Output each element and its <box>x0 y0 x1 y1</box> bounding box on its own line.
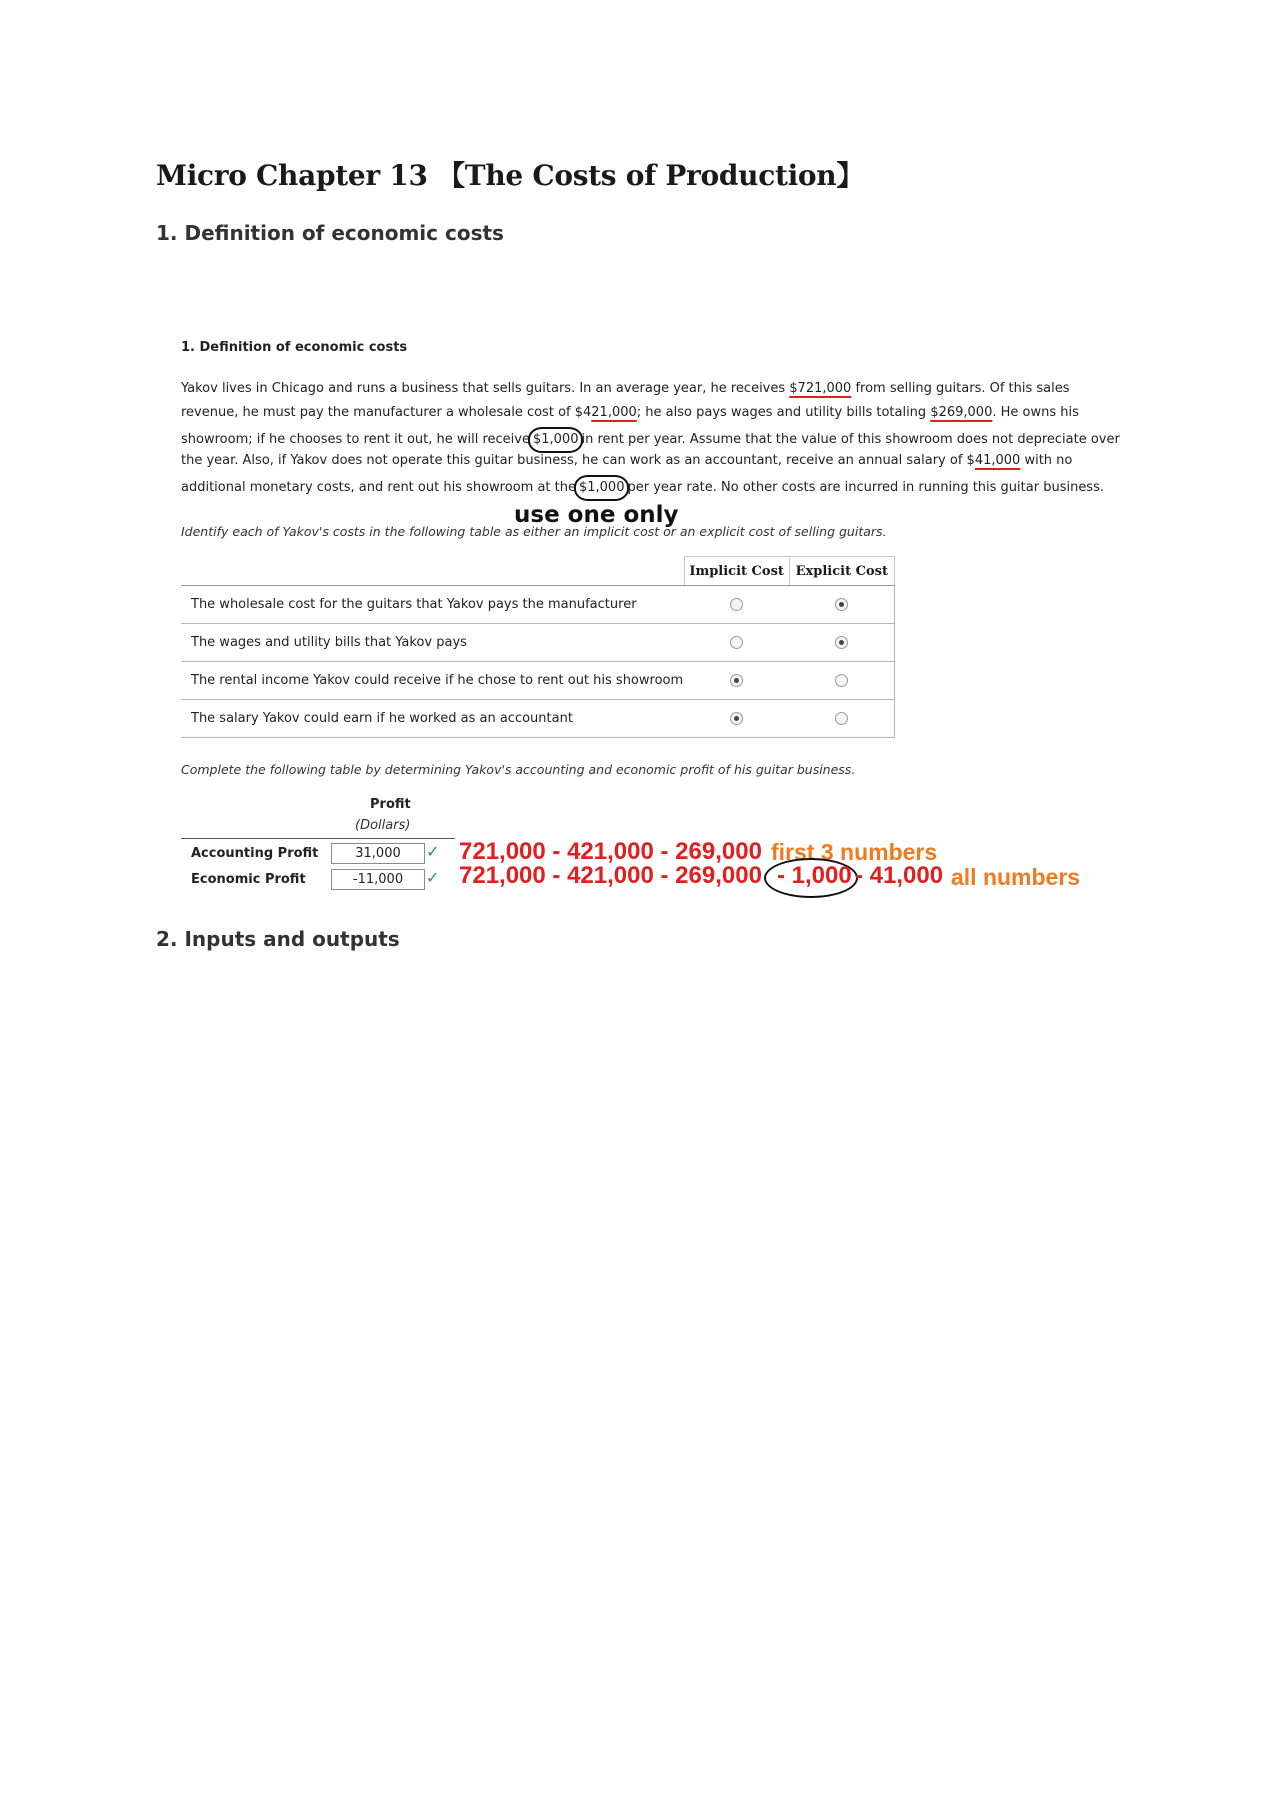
question-title: 1. Definition of economic costs <box>181 340 408 355</box>
explicit-cost-cell <box>789 586 894 624</box>
underlined-salary: 41,000 <box>974 453 1021 468</box>
annotation-accounting-calc: 721,000 - 421,000 - 269,000 <box>459 838 762 865</box>
paragraph-line-5 <box>181 475 1104 501</box>
table-row <box>181 624 895 662</box>
cost-row-label: The wages and utility bills that Yakov pays <box>181 624 684 662</box>
explicit-cost-cell <box>789 662 894 700</box>
section-heading-1: 1. Definition of economic costs <box>156 221 504 245</box>
explicit-cost-radio[interactable] <box>835 636 848 649</box>
paragraph-line-1 <box>181 380 1070 398</box>
page-title: Micro Chapter 13 【The Costs of Production】 <box>156 159 865 192</box>
text-run: from selling guitars. Of this sales <box>851 381 1070 396</box>
implicit-cost-cell <box>684 586 789 624</box>
circled-rent-1: $1,000 <box>528 427 584 453</box>
text-run: with no <box>1020 453 1073 468</box>
explicit-cost-cell <box>789 624 894 662</box>
explicit-cost-radio[interactable] <box>835 598 848 611</box>
table-corner <box>181 557 684 586</box>
text-run: . He owns his <box>992 405 1079 420</box>
checkmark-icon: ✓ <box>426 868 440 887</box>
text-run: ; he also pays wages and utility bills totaling <box>636 405 931 420</box>
cost-row-label: The rental income Yakov could receive if he chose to rent out his showroom <box>181 662 684 700</box>
table-row <box>181 586 895 624</box>
underlined-wholesale: 21,000 <box>591 405 637 420</box>
implicit-cost-radio[interactable] <box>730 674 743 687</box>
profit-table-rule <box>181 838 455 839</box>
text-run: showroom; if he chooses to rent it out, he will receive <box>181 432 530 447</box>
implicit-cost-cell <box>684 700 789 738</box>
section-heading-2: 2. Inputs and outputs <box>156 927 400 951</box>
profit-instruction: Complete the following table by determining Yakov's accounting and economic profit of his guitar business. <box>181 762 856 777</box>
text-run: Yakov lives in Chicago and runs a business that sells guitars. In an average year, he receives <box>181 381 790 396</box>
column-header-explicit: Explicit Cost <box>789 557 894 586</box>
annotation-economic-salary: - 41,000 <box>855 862 944 889</box>
annotation-first-three: first 3 numbers <box>771 839 938 865</box>
annotation-all-numbers: all numbers <box>951 864 1081 890</box>
text-run: additional monetary costs, and rent out his showroom at the <box>181 480 576 495</box>
underlined-revenue: $721,000 <box>789 381 852 396</box>
annotation-economic-calc: 721,000 - 421,000 - 269,000 <box>459 862 762 889</box>
text-run: per year rate. No other costs are incurred in running this guitar business. <box>627 480 1104 495</box>
row-label-economic-profit: Economic Profit <box>191 872 306 887</box>
explicit-cost-radio[interactable] <box>835 674 848 687</box>
row-label-accounting-profit: Accounting Profit <box>191 846 319 861</box>
table-row <box>181 662 895 700</box>
explicit-cost-cell <box>789 700 894 738</box>
implicit-cost-radio[interactable] <box>730 598 743 611</box>
identify-instruction: Identify each of Yakov's costs in the following table as either an implicit cost or an explicit cost of selling guitars. <box>181 524 887 539</box>
text-run: revenue, he must pay the manufacturer a wholesale cost of $4 <box>181 405 592 420</box>
implicit-cost-radio[interactable] <box>730 712 743 725</box>
checkmark-icon: ✓ <box>426 842 440 861</box>
implicit-cost-cell <box>684 624 789 662</box>
column-header-implicit: Implicit Cost <box>684 557 789 586</box>
circled-rent-2: $1,000 <box>574 475 630 501</box>
cost-classification-table <box>181 556 895 738</box>
implicit-cost-radio[interactable] <box>730 636 743 649</box>
annotation-economic-rent: - 1,000 <box>777 862 852 889</box>
economic-profit-field[interactable]: -11,000 <box>331 869 425 890</box>
profit-column-subheader: (Dollars) <box>355 818 411 833</box>
cost-row-label: The wholesale cost for the guitars that Yakov pays the manufacturer <box>181 586 684 624</box>
text-run: in rent per year. Assume that the value of this showroom does not depreciate over <box>581 432 1120 447</box>
paragraph-line-4 <box>181 452 1072 470</box>
annotation-use-one-only: use one only <box>514 502 679 528</box>
implicit-cost-cell <box>684 662 789 700</box>
explicit-cost-radio[interactable] <box>835 712 848 725</box>
text-run: the year. Also, if Yakov does not operate this guitar business, he can work as an accountant, receive an annual salary of $ <box>181 453 975 468</box>
paragraph-line-2 <box>181 404 1079 422</box>
cost-row-label: The salary Yakov could earn if he worked as an accountant <box>181 700 684 738</box>
accounting-profit-field[interactable]: 31,000 <box>331 843 425 864</box>
table-row <box>181 700 895 738</box>
paragraph-line-3 <box>181 427 1120 453</box>
profit-column-header: Profit <box>370 797 411 812</box>
underlined-wages: $269,000 <box>930 405 993 420</box>
